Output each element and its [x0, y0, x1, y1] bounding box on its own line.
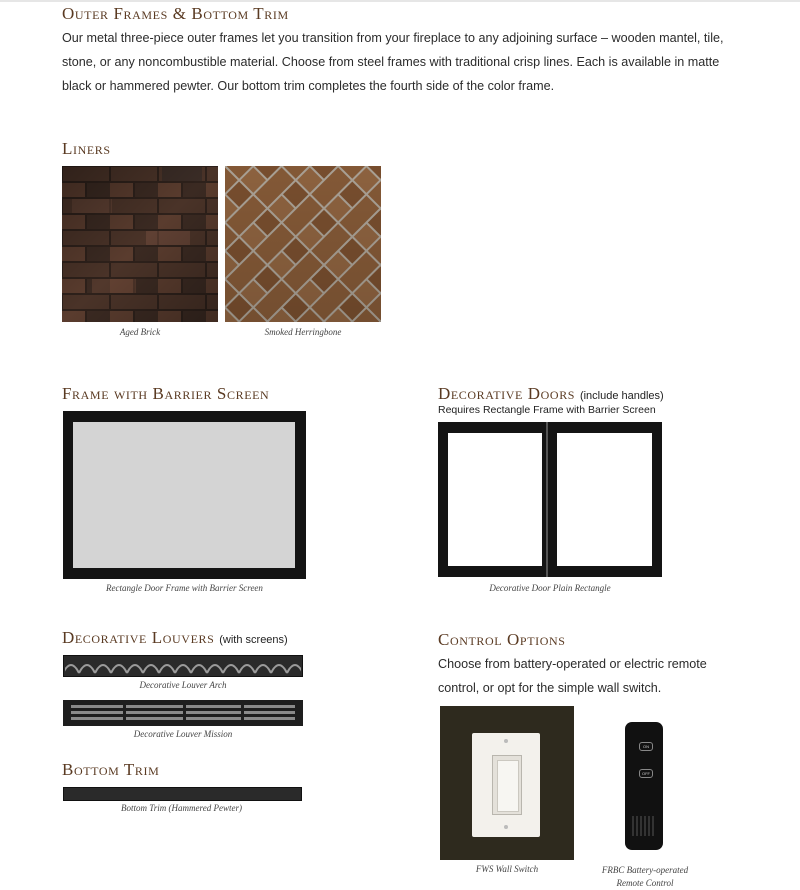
control-options-heading: Control Options — [438, 630, 566, 649]
louvers-title: Decorative Louvers — [62, 628, 215, 647]
decorative-doors-title: Decorative Doors — [438, 384, 576, 403]
louver-mission-image — [63, 700, 303, 726]
barrier-screen-frame-image — [63, 411, 306, 579]
door-right-glass — [557, 433, 652, 566]
decorative-doors-heading — [438, 384, 664, 404]
louvers-note: (with screens) — [219, 634, 288, 646]
rocker-paddle — [497, 760, 519, 812]
door-split-line — [546, 422, 548, 577]
control-options-body: Choose from battery-operated or electric remote control, or opt for the simple wall switch. — [438, 657, 707, 695]
remote-control-image — [625, 722, 663, 850]
smoked-herringbone-image — [225, 166, 381, 322]
bottom-trim-caption: Bottom Trim (Hammered Pewter) — [121, 803, 242, 813]
decorative-doors-image — [438, 422, 662, 577]
plate-screw-top — [504, 739, 508, 743]
decorative-doors-subheading: Requires Rectangle Frame with Barrier Screen — [438, 404, 656, 416]
plate-screw-bottom — [504, 825, 508, 829]
remote-off-button: OFF — [639, 769, 653, 778]
remote-caption: FRBC Battery-operated Remote Control — [601, 865, 689, 888]
wall-switch-image — [440, 706, 574, 860]
decorative-doors-note: (include handles) — [579, 390, 664, 402]
decorative-doors-caption: Decorative Door Plain Rectangle — [489, 583, 611, 593]
louver-mission-caption: Decorative Louver Mission — [133, 729, 233, 739]
aged-brick-image — [62, 166, 218, 322]
switch-plate — [472, 733, 540, 837]
barrier-screen-panel — [73, 422, 295, 568]
frame-barrier-heading: Frame with Barrier Screen — [62, 384, 270, 403]
wall-switch-caption: FWS Wall Switch — [475, 864, 539, 874]
louver-arch-image — [63, 655, 303, 677]
bottom-trim-heading: Bottom Trim — [62, 760, 160, 779]
aged-brick-caption: Aged Brick — [119, 327, 161, 337]
door-left-glass — [448, 433, 542, 566]
smoked-herringbone-caption: Smoked Herringbone — [264, 327, 342, 337]
remote-grille — [632, 816, 656, 836]
rocker-switch — [492, 755, 522, 815]
outer-frames-body: Our metal three-piece outer frames let you transition from your fireplace to any adjoining surface – wooden mantel, tile, stone, or any noncombustible material. Choose from steel frames with traditional crisp lines. Each is available in matte black or hammered pewter. Our bottom trim completes the fourth side of the color frame. — [62, 31, 724, 93]
top-rule — [0, 0, 800, 2]
bottom-trim-image — [63, 787, 302, 801]
barrier-screen-caption: Rectangle Door Frame with Barrier Screen — [106, 583, 263, 593]
outer-frames-heading: Outer Frames & Bottom Trim — [62, 4, 289, 23]
louver-arch-caption: Decorative Louver Arch — [139, 680, 227, 690]
liners-heading: Liners — [62, 139, 111, 158]
remote-on-button: ON — [639, 742, 653, 751]
louvers-heading — [62, 628, 288, 648]
